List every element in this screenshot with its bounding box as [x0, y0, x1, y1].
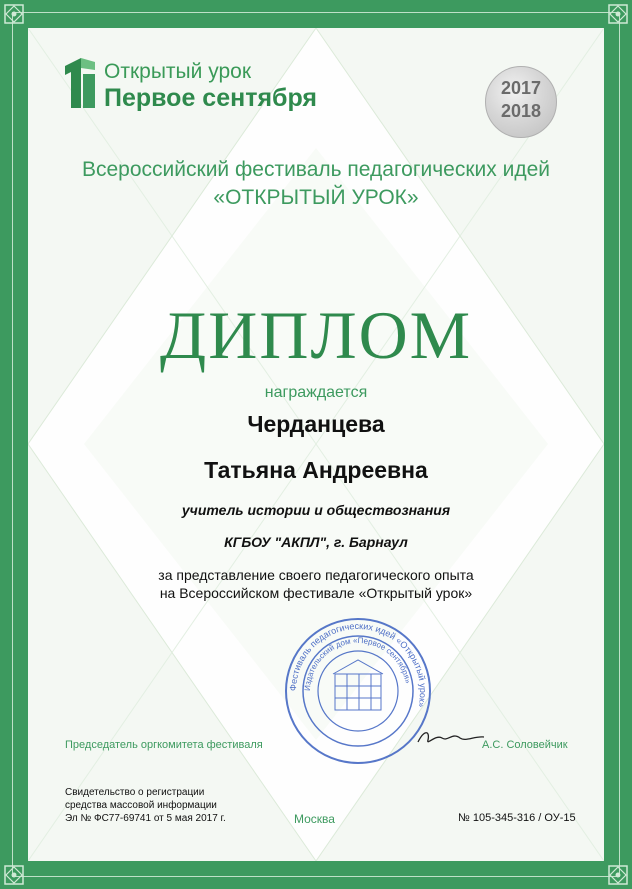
award-reason-line2: на Всероссийском фестивале «Открытый урок» [159, 585, 473, 601]
year-badge [485, 66, 557, 138]
awarded-label: награждается [264, 384, 368, 401]
logo-line1: Открытый урок [104, 60, 251, 83]
city-label: Москва [294, 812, 335, 826]
diploma-title: ДИПЛОМ [159, 297, 473, 373]
award-reason-line1: за представление своего педагогического опыта [158, 567, 474, 583]
corner-ornament-icon [604, 0, 632, 28]
recipient-given-names: Татьяна Андреевна [204, 457, 428, 483]
corner-ornament-icon [0, 0, 28, 28]
registration-info [65, 786, 226, 825]
registration-line: средства массовой информации [65, 800, 217, 811]
corner-ornament-icon [0, 861, 28, 889]
registration-line: Эл № ФС77-69741 от 5 мая 2017 г. [65, 813, 226, 824]
stamp-inner-text: Издательский дом «Первое сентября» [302, 635, 413, 692]
registration-line: Свидетельство о регистрации [65, 787, 205, 798]
logo-line2: Первое сентября [104, 84, 318, 112]
signature-icon [416, 726, 486, 753]
chairman-label: Председатель оргкомитета фестиваля [65, 739, 263, 751]
recipient-organization: КГБОУ "АКПЛ", г. Барнаул [224, 534, 408, 550]
festival-title-line1: Всероссийский фестиваль педагогических идей [82, 158, 550, 181]
diploma-number: № 105-345-316 / ОУ-15 [458, 812, 576, 824]
stamp-outer-text: Фестиваль педагогических идей «Открытый урок» [287, 620, 429, 709]
signer-name: А.С. Соловейчик [482, 739, 568, 751]
year-badge-bottom: 2018 [500, 101, 542, 121]
logo-mark-icon [61, 56, 99, 115]
certificate-paper [28, 28, 604, 861]
recipient-role: учитель истории и обществознания [181, 502, 451, 518]
recipient-surname: Черданцева [247, 411, 385, 437]
official-stamp [283, 616, 433, 771]
year-badge-top: 2017 [500, 78, 542, 98]
festival-title-line2: «ОТКРЫТЫЙ УРОК» [213, 186, 419, 209]
corner-ornament-icon [604, 861, 632, 889]
